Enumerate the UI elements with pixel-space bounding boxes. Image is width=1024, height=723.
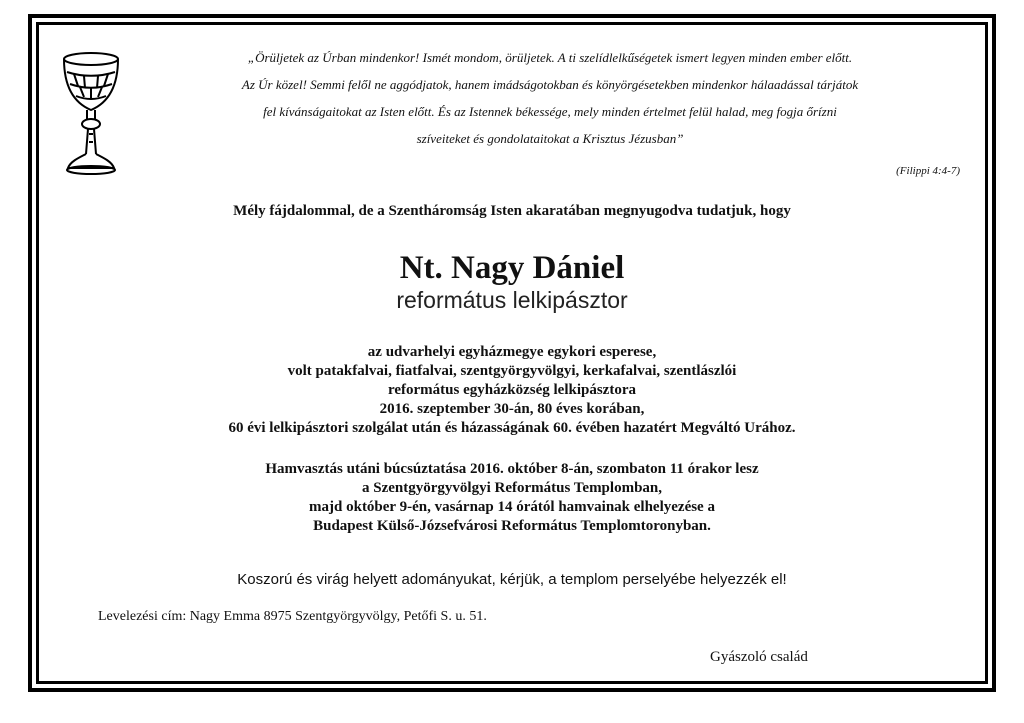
mailing-address: Levelezési cím: Nagy Emma 8975 Szentgyörgyvölgy, Petőfi S. u. 51. bbox=[98, 609, 487, 624]
donation-note: Koszorú és virág helyett adományukat, kérjük, a templom perselyébe helyezzék el! bbox=[237, 571, 787, 588]
bio-line: az udvarhelyi egyházmegye egykori esperese, bbox=[367, 344, 657, 360]
bio-line: volt patakfalvai, fiatfalvai, szentgyörgyvölgyi, kerkafalvai, szentlászlói bbox=[287, 363, 737, 379]
bio-line: 2016. szeptember 30-án, 80 éves korában, bbox=[379, 401, 645, 417]
bio-line: 60 évi lelkipásztori szolgálat után és házasságának 60. évében hazatért Megváltó Urához. bbox=[228, 420, 796, 436]
quote-line: fel kívánságaitokat az Isten előtt. És az Istennek békessége, mely minden értelmet felül halad, meg fogja őrízni bbox=[263, 104, 837, 119]
bio-line: református egyházközség lelkipásztora bbox=[387, 382, 636, 398]
quote-line: „Örüljetek az Úrban mindenkor! Ismét mondom, örüljetek. A ti szelídlelkűségetek ismert legyen minden ember előtt. bbox=[247, 50, 853, 65]
bible-quote bbox=[170, 44, 930, 152]
deceased-title: református lelkipásztor bbox=[396, 287, 628, 313]
funeral-service-details bbox=[0, 460, 1024, 536]
quote-line: szíveiteket és gondolataitokat a Krisztus Jézusban” bbox=[416, 131, 684, 146]
intro-text: Mély fájdalommal, de a Szentháromság Isten akaratában megnyugodva tudatjuk, hogy bbox=[233, 203, 791, 219]
signature: Gyászoló család bbox=[710, 649, 808, 665]
chalice-icon bbox=[58, 50, 124, 178]
service-line: a Szentgyörgyvölgyi Református Templomban, bbox=[362, 480, 662, 496]
quote-reference: (Filippi 4:4-7) bbox=[896, 165, 960, 177]
service-line: Budapest Külső-Józsefvárosi Református Templomtoronyban. bbox=[313, 518, 711, 534]
service-line: majd október 9-én, vasárnap 14 órától hamvainak elhelyezése a bbox=[309, 499, 715, 515]
deceased-name: Nt. Nagy Dániel bbox=[399, 250, 625, 286]
quote-line: Az Úr közel! Semmi felől ne aggódjatok, hanem imádságotokban és könyörgésetekben mindenkor hálaadással tárjátok bbox=[241, 77, 859, 92]
service-line: Hamvasztás utáni búcsúztatása 2016. október 8-án, szombaton 11 órakor lesz bbox=[265, 461, 759, 477]
biography bbox=[0, 343, 1024, 438]
